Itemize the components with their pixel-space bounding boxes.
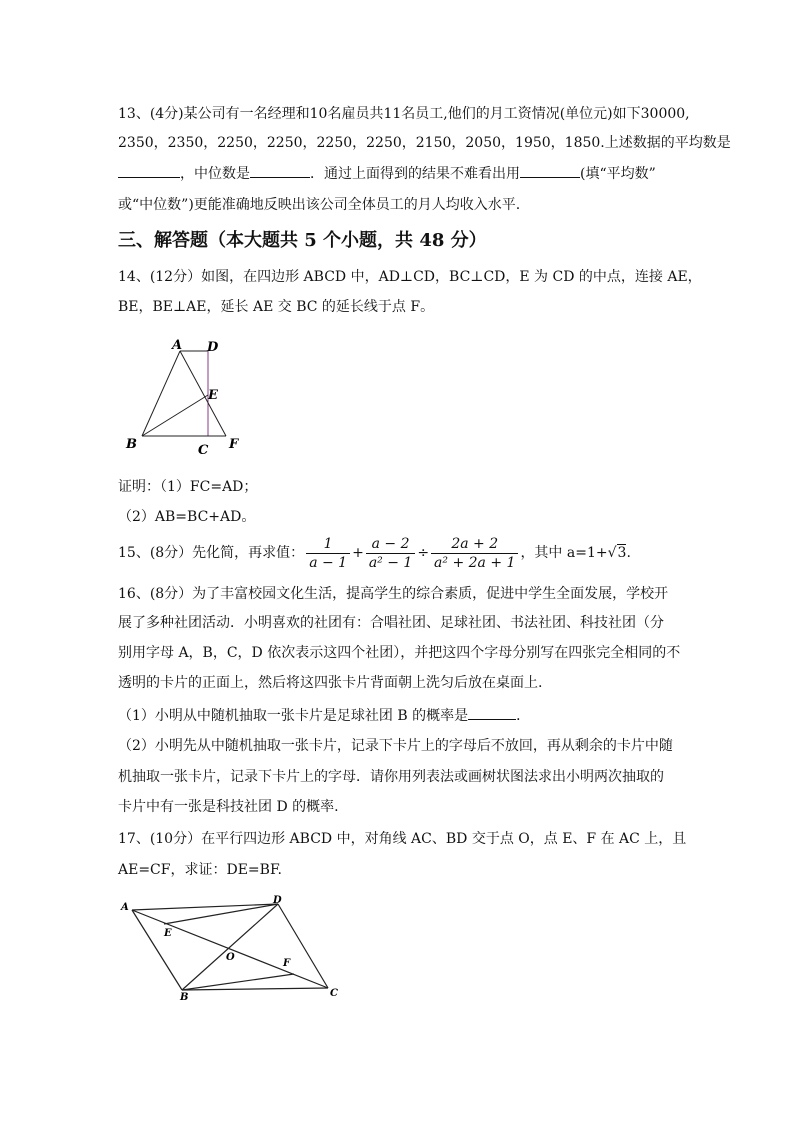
q16-line-3: 别用字母 A，B，C，D 依次表示这四个社团），并把这四个字母分别写在四张完全相同的不 (118, 645, 681, 661)
q14-proof-1: 证明：（1）FC=AD； (118, 479, 258, 495)
q15-line: 15、(8分）先化简，再求值： $\frac{1}{a - 1}$ + $\frac{a - 2}{\text{a² − 1}}$ ÷ $\frac{2a + 2}{\text{a² + 2a + 1}}$ ，其中 a=1+√3. (118, 535, 631, 571)
answer-blank-median[interactable] (250, 163, 310, 178)
q14-line-1: 14、(12分）如图，在四边形 ABCD 中，AD⊥CD，BC⊥CD，E 为 CD 的中点，连接 AE， (118, 269, 702, 285)
segment-ab (142, 351, 180, 436)
q13-line-4: 或“中位数”)更能准确地反映出该公司全体员工的月人均收入水平. (118, 197, 521, 213)
q13-line-3: ，中位数是 ．通过上面得到的结果不难看出用 (填“平均数” (118, 163, 656, 184)
fraction-1: $\frac{1}{a - 1}$ (306, 535, 350, 572)
label-d: D (273, 895, 282, 906)
segment-de (164, 904, 278, 924)
label-e: E (164, 928, 172, 939)
label-b: B (126, 437, 137, 452)
segment-ad (132, 904, 278, 910)
label-b: B (180, 992, 189, 1003)
q14-proof-2: （2）AB=BC+AD。 (118, 509, 256, 525)
q13-line-2: 2350，2350，2250，2250，2250，2250，2150，2050，1950，1850.上述数据的平均数是 (118, 135, 731, 151)
q14-figure (118, 332, 258, 462)
q17-figure (118, 892, 348, 1004)
label-a: A (172, 338, 183, 353)
q16-part-1: （1）小明从中随机抽取一张卡片是足球社团 B 的概率是 ． (118, 705, 530, 726)
segment-af (180, 351, 226, 436)
segment-bf (182, 974, 294, 990)
label-c: C (198, 443, 209, 458)
label-e: E (208, 388, 218, 403)
q16-line-4: 透明的卡片的正面上，然后将这四张卡片背面朝上洗匀后放在桌面上. (118, 675, 543, 691)
q14-line-2: BE，BE⊥AE，延长 AE 交 BC 的延长线于点 F。 (118, 299, 435, 315)
sqrt-symbol: √ (607, 545, 617, 561)
fraction-2: $\frac{a - 2}{\text{a² − 1}}$ (366, 535, 416, 572)
answer-blank-mean[interactable] (118, 163, 180, 178)
q13-line-1: 13、(4分)某公司有一名经理和10名雇员共11名员工,他们的月工资情况(单位元)如下30000, (118, 106, 690, 122)
label-c: C (330, 988, 338, 999)
label-f: F (229, 437, 239, 452)
fraction-3: $\frac{2a + 2}{\text{a² + 2a + 1}}$ (431, 535, 518, 572)
label-a: A (121, 902, 129, 913)
q16-part-2-line-3: 卡片中有一张是科技社团 D 的概率. (118, 799, 339, 815)
sqrt-value: 3 (617, 545, 627, 561)
q17-line-1: 17、(10分）在平行四边形 ABCD 中，对角线 AC、BD 交于点 O，点 E、F 在 AC 上，且 (118, 831, 687, 847)
segment-cb (182, 988, 328, 990)
answer-blank-choice[interactable] (520, 163, 580, 178)
diagonal-bd (182, 904, 278, 990)
q16-line-2: 展了多种社团活动．小明喜欢的社团有：合唱社团、足球社团、书法社团、科技社团（分 (118, 615, 664, 631)
label-o: O (226, 952, 235, 963)
section-3-title: 三、解答题（本大题共 5 个小题，共 48 分） (118, 230, 487, 251)
q16-part-2-line-1: （2）小明先从中随机抽取一张卡片，记录下卡片上的字母后不放回，再从剩余的卡片中随 (118, 738, 673, 754)
q16-part-2-line-2: 机抽取一张卡片，记录下卡片上的字母．请你用列表法或画树状图法求出小明两次抽取的 (118, 769, 664, 785)
q17-line-2: AE=CF，求证：DE=BF. (118, 862, 282, 878)
segment-be (142, 395, 208, 436)
q16-line-1: 16、(8分）为了丰富校园文化生活，提高学生的综合素质，促进中学生全面发展，学校开 (118, 586, 669, 602)
label-f: F (283, 958, 291, 969)
answer-blank-probability[interactable] (468, 705, 516, 720)
label-d: D (207, 340, 219, 355)
diagonal-ac (132, 910, 328, 988)
